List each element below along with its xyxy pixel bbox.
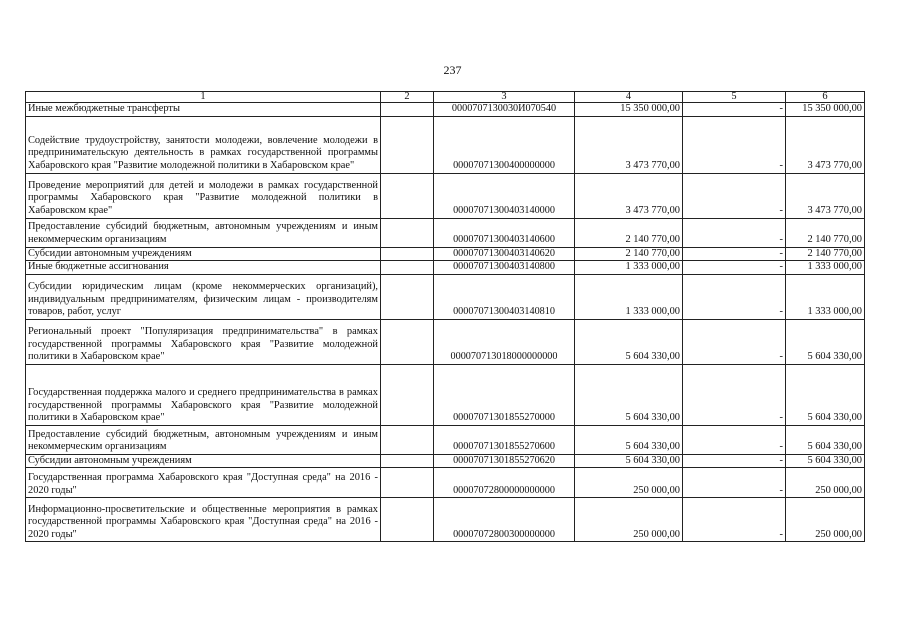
row-col6: 3 473 770,00: [786, 173, 865, 218]
row-col6: 5 604 330,00: [786, 425, 865, 454]
row-col6: 5 604 330,00: [786, 319, 865, 364]
row-code: 0000707130030И070540: [434, 103, 575, 117]
row-col6: 2 140 770,00: [786, 247, 865, 261]
row-code: 00007071300403140000: [434, 173, 575, 218]
row-col5: -: [683, 173, 786, 218]
table-row: [26, 454, 865, 468]
row-col4: 1 333 000,00: [575, 274, 683, 319]
row-col2: [381, 218, 434, 247]
table-row: [26, 247, 865, 261]
row-col4: 3 473 770,00: [575, 173, 683, 218]
row-col4: 15 350 000,00: [575, 103, 683, 117]
page-number: 237: [443, 63, 462, 77]
column-header-5: 5: [683, 92, 786, 103]
row-col5: -: [683, 498, 786, 542]
row-col2: [381, 319, 434, 364]
row-col2: [381, 364, 434, 425]
row-name: Проведение мероприятий для детей и молодежи в рамках государственной программы Хабаровского края "Развитие молодежной политики в Хабаровском крае": [26, 173, 381, 218]
row-col5: -: [683, 103, 786, 117]
column-header-1: 1: [26, 92, 381, 103]
row-col2: [381, 116, 434, 173]
table-row: [26, 364, 865, 425]
row-col4: 5 604 330,00: [575, 425, 683, 454]
row-col4: 3 473 770,00: [575, 116, 683, 173]
row-code: 00007071301855270000: [434, 364, 575, 425]
table-body: [26, 103, 865, 542]
row-col2: [381, 173, 434, 218]
row-col5: -: [683, 425, 786, 454]
table-row: [26, 173, 865, 218]
row-col5: -: [683, 274, 786, 319]
row-code: 00007071300403140600: [434, 218, 575, 247]
row-col4: 1 333 000,00: [575, 261, 683, 275]
row-col4: 5 604 330,00: [575, 319, 683, 364]
row-col6: 15 350 000,00: [786, 103, 865, 117]
row-code: 00007071301855270600: [434, 425, 575, 454]
row-col2: [381, 274, 434, 319]
table-row: [26, 425, 865, 454]
row-col2: [381, 454, 434, 468]
row-col6: 5 604 330,00: [786, 454, 865, 468]
row-name: Предоставление субсидий бюджетным, автономным учреждениям и иным некоммерческим организациям: [26, 425, 381, 454]
row-col4: 250 000,00: [575, 468, 683, 498]
table-row: [26, 498, 865, 542]
row-col5: -: [683, 116, 786, 173]
row-col6: 2 140 770,00: [786, 218, 865, 247]
row-col6: 250 000,00: [786, 498, 865, 542]
row-name: Региональный проект "Популяризация предпринимательства" в рамках государственной программы Хабаровского края "Развитие молодежной политики в Хабаровском крае": [26, 319, 381, 364]
row-name: Субсидии юридическим лицам (кроме некоммерческих организаций), индивидуальным предпринимателям, физическим лицам - производителям товаров, работ, услуг: [26, 274, 381, 319]
row-col6: 5 604 330,00: [786, 364, 865, 425]
row-col6: 1 333 000,00: [786, 274, 865, 319]
row-col5: -: [683, 364, 786, 425]
row-col4: 5 604 330,00: [575, 364, 683, 425]
row-code: 00007071301855270620: [434, 454, 575, 468]
column-header-3: 3: [434, 92, 575, 103]
row-name: Иные бюджетные ассигнования: [26, 261, 381, 275]
row-col5: -: [683, 261, 786, 275]
row-name: Субсидии автономным учреждениям: [26, 454, 381, 468]
row-code: 00007071300403140800: [434, 261, 575, 275]
row-name: Иные межбюджетные трансферты: [26, 103, 381, 117]
table-row: [26, 274, 865, 319]
row-col2: [381, 247, 434, 261]
row-col2: [381, 425, 434, 454]
row-code: 00007072800000000000: [434, 468, 575, 498]
table-row: [26, 218, 865, 247]
row-code: 00007071300403140810: [434, 274, 575, 319]
row-col4: 2 140 770,00: [575, 247, 683, 261]
table-row: [26, 468, 865, 498]
row-name: Субсидии автономным учреждениям: [26, 247, 381, 261]
row-code: 00007071300403140620: [434, 247, 575, 261]
row-col6: 250 000,00: [786, 468, 865, 498]
table-row: [26, 103, 865, 117]
table-header: [26, 92, 865, 103]
row-col2: [381, 103, 434, 117]
row-code: 00007071300400000000: [434, 116, 575, 173]
column-header-2: 2: [381, 92, 434, 103]
table-row: [26, 261, 865, 275]
row-col5: -: [683, 218, 786, 247]
row-name: Государственная программа Хабаровского края "Доступная среда" на 2016 - 2020 годы": [26, 468, 381, 498]
row-col4: 2 140 770,00: [575, 218, 683, 247]
row-code: 00007072800300000000: [434, 498, 575, 542]
row-col4: 250 000,00: [575, 498, 683, 542]
column-header-4: 4: [575, 92, 683, 103]
row-col2: [381, 261, 434, 275]
table-row: [26, 319, 865, 364]
table-row: [26, 116, 865, 173]
row-name: Государственная поддержка малого и среднего предпринимательства в рамках государственной программы Хабаровского края "Развитие молодежной политики в Хабаровском крае": [26, 364, 381, 425]
column-header-6: 6: [786, 92, 865, 103]
row-col5: -: [683, 468, 786, 498]
row-col5: -: [683, 247, 786, 261]
row-name: Предоставление субсидий бюджетным, автономным учреждениям и иным некоммерческим организациям: [26, 218, 381, 247]
row-col5: -: [683, 319, 786, 364]
row-col6: 3 473 770,00: [786, 116, 865, 173]
row-name: Информационно-просветительские и общественные мероприятия в рамках государственной программы Хабаровского края "Доступная среда" на 2016 - 2020 годы": [26, 498, 381, 542]
row-name: Содействие трудоустройству, занятости молодежи, вовлечение молодежи в предпринимательскую деятельность в рамках государственной программы Хабаровского края "Развитие молодежной политики в Хабаровском крае": [26, 116, 381, 173]
row-col2: [381, 468, 434, 498]
row-col4: 5 604 330,00: [575, 454, 683, 468]
row-code: 000070713018000000000: [434, 319, 575, 364]
header-row: [26, 92, 865, 103]
row-col5: -: [683, 454, 786, 468]
row-col6: 1 333 000,00: [786, 261, 865, 275]
row-col2: [381, 498, 434, 542]
budget-table: [25, 91, 865, 542]
